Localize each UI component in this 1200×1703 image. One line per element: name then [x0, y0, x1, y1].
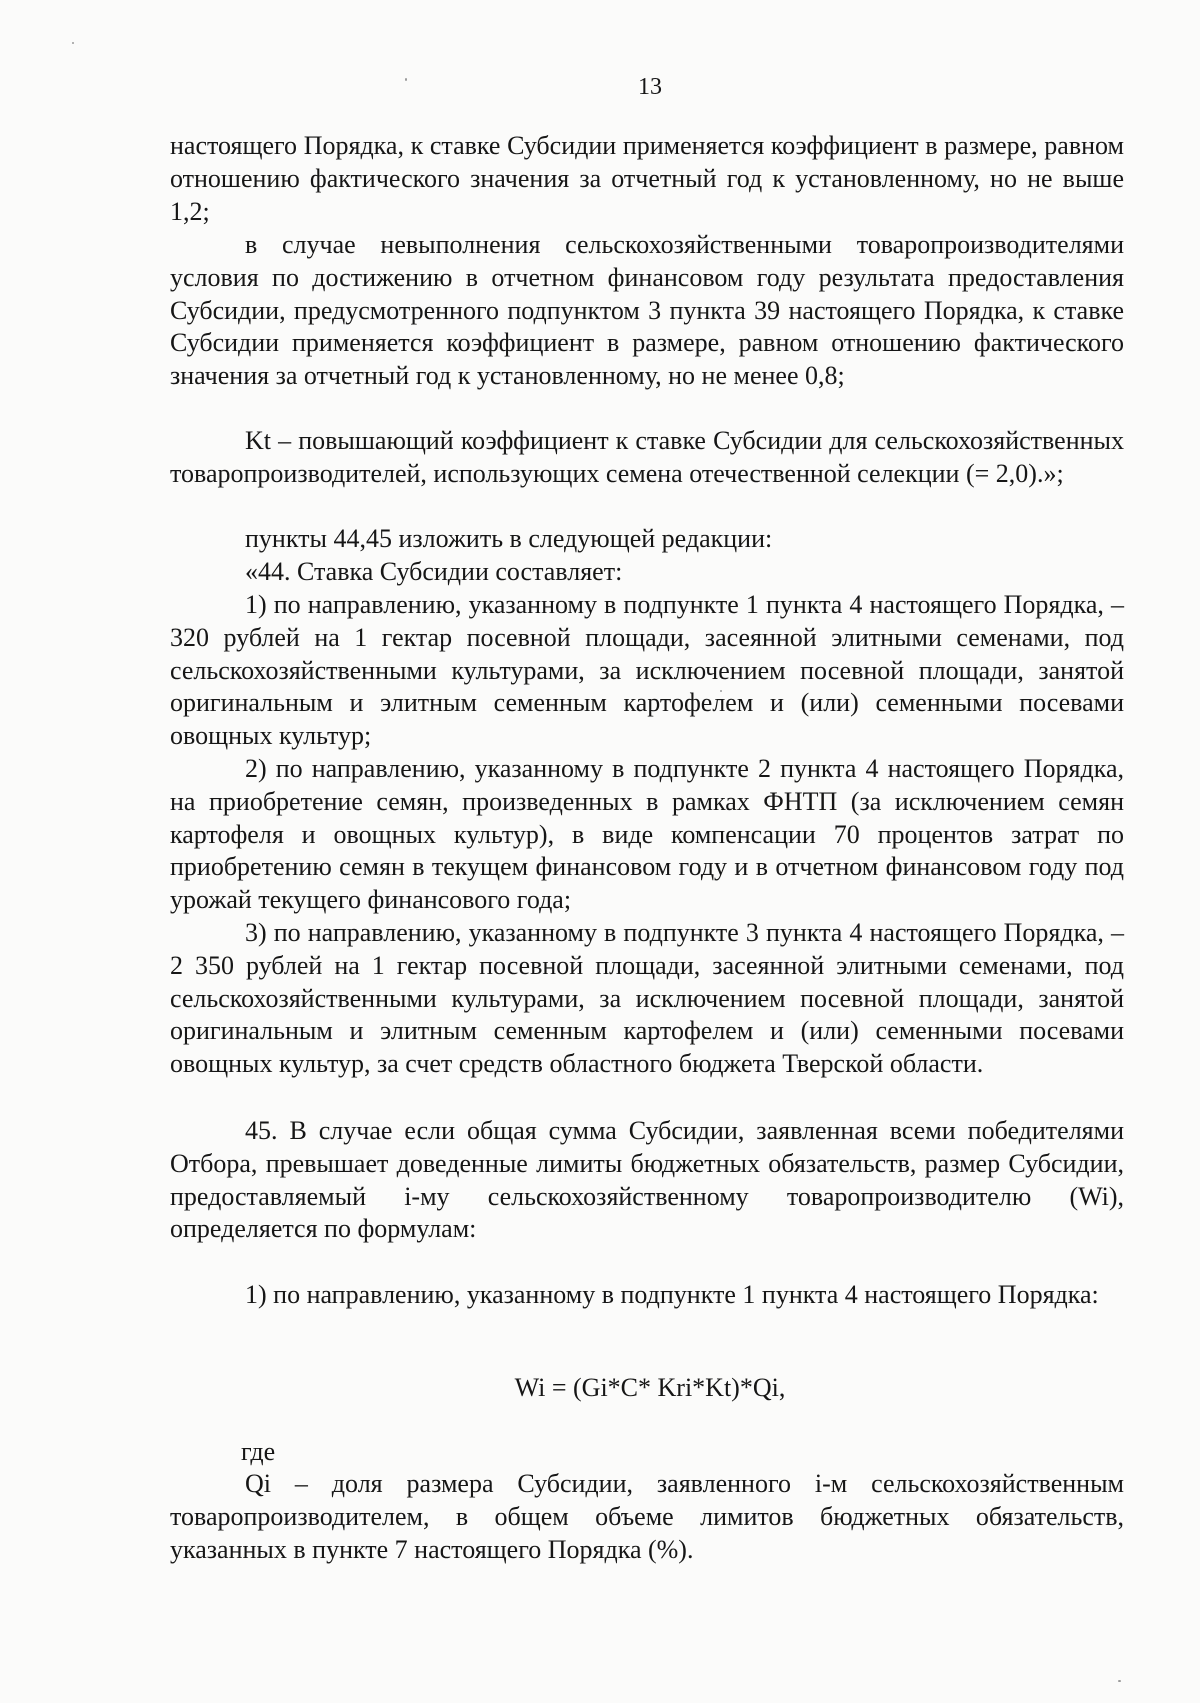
paragraph-item-44-3: 3) по направлению, указанному в подпункте 3 пункта 4 настоящего Порядка, – 2 350 рублей на 1 гектар посевной площади, засеянной элитными семенами, под сельскохозяйственными культурами, за исключением посевной площади, занятой оригинальным и элитным семенным картофелем и (или) семенными посевами овощных культур, за счет средств областного бюджета Тверской области.: [170, 918, 1124, 1079]
paragraph-item-45-1: 1) по направлению, указанному в подпункте 1 пункта 4 настоящего Порядка:: [245, 1280, 1099, 1309]
scan-speck: [1118, 1680, 1121, 1682]
scan-speck: [72, 42, 74, 44]
paragraph-kt-coefficient: Kt – повышающий коэффициент к ставке Субсидии для сельскохозяйственных товаропроизводителей, использующих семена отечественной селекции (= 2,0).»;: [170, 426, 1124, 488]
paragraph-item-44-2: 2) по направлению, указанному в подпункте 2 пункта 4 настоящего Порядка, на приобретение семян, произведенных в рамках ФНТП (за исключением семян картофеля и овощных культур), в виде компенсации 70 процентов затрат по приобретению семян в текущем финансовом году и в отчетном финансовом году под урожай текущего финансового года;: [170, 754, 1124, 915]
paragraph-item-44-heading: «44. Ставка Субсидии составляет:: [245, 557, 623, 586]
page-number: 13: [638, 74, 662, 100]
formula-where-label: где: [241, 1437, 276, 1466]
paragraph-qi-definition: Qi – доля размера Субсидии, заявленного i-м сельскохозяйственным товаропроизводителем, в общем объеме лимитов бюджетных обязательств, указанных в пункте 7 настоящего Порядка (%).: [170, 1469, 1124, 1564]
paragraph-item-45: 45. В случае если общая сумма Субсидии, заявленная всеми победителями Отбора, превышает доведенные лимиты бюджетных обязательств, размер Субсидии, предоставляемый i-му сельскохозяйственному товаропроизводителю (Wi), определяется по формулам:: [170, 1116, 1124, 1244]
paragraph-coefficient-continued: настоящего Порядка, к ставке Субсидии применяется коэффициент в размере, равном отношению фактического значения за отчетный год к установленному, но не выше 1,2;: [170, 131, 1124, 226]
paragraph-amendment-intro: пункты 44,45 изложить в следующей редакции:: [245, 524, 773, 553]
formula-wi: Wi = (Gi*C* Kri*Kt)*Qi,: [514, 1373, 786, 1402]
paragraph-non-fulfillment: в случае невыполнения сельскохозяйственными товаропроизводителями условия по достижению в отчетном финансовом году результата предоставления Субсидии, предусмотренного подпунктом 3 пункта 39 настоящего Порядка, к ставке Субсидии применяется коэффициент в размере, равном отношению фактического значения за отчетный год к установленному, но не менее 0,8;: [170, 230, 1124, 391]
paragraph-item-44-1: 1) по направлению, указанному в подпункте 1 пункта 4 настоящего Порядка, – 320 рублей на 1 гектар посевной площади, засеянной элитными семенами, под сельскохозяйственными культурами, за исключением посевной площади, занятой оригинальным и элитным семенным картофелем и (или) семенными посевами овощных культур;: [170, 590, 1124, 751]
